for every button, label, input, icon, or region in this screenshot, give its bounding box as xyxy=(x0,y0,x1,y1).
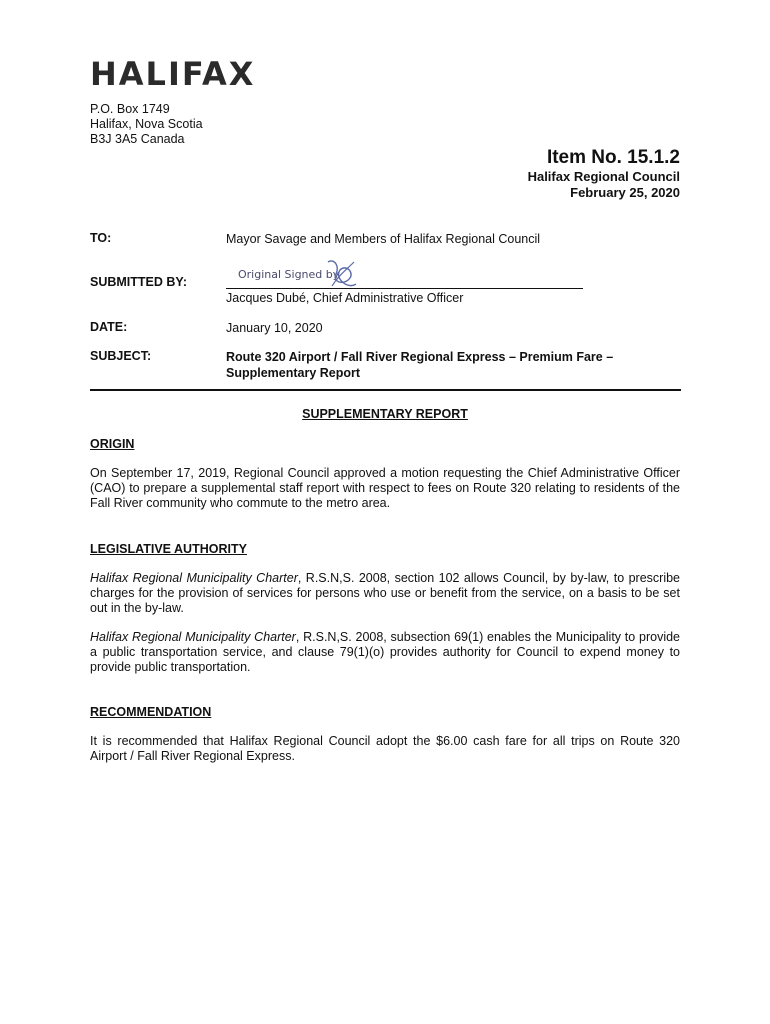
council-name: Halifax Regional Council xyxy=(527,169,680,184)
subject-value xyxy=(226,349,680,381)
recommendation-heading: RECOMMENDATION xyxy=(90,705,212,719)
signature-line xyxy=(226,288,583,289)
subject-line: Route 320 Airport / Fall River Regional Express – Premium Fare – xyxy=(226,350,614,364)
item-number: Item No. 15.1.2 xyxy=(546,147,680,168)
recommendation-text: It is recommended that Halifax Regional Council adopt the $6.00 cash fare for all trips on Route 320 Airport / Fall River Regional Express. xyxy=(90,734,680,763)
charter-name: Halifax Regional Municipality Charter xyxy=(90,630,296,644)
address-line: P.O. Box 1749 xyxy=(90,102,170,116)
submitted-label: SUBMITTED BY: xyxy=(90,275,187,289)
origin-section xyxy=(90,437,680,451)
report-title: SUPPLEMENTARY REPORT xyxy=(302,407,468,421)
legislative-text: , R.S.N,S. 2008, subsection 69(1) enables the Municipality to provide a public transportation service, and clause 79(1)(o) provides authority for Council to expend money to provide public transportation. xyxy=(90,630,681,674)
legislative-paragraph-2 xyxy=(90,630,680,675)
date-value: January 10, 2020 xyxy=(226,321,323,335)
header-rule xyxy=(90,389,681,391)
legislative-text: , R.S.N,S. 2008, section 102 allows Council, by by-law, to prescribe charges for the provision of services for persons who use or benefit from the service, on a basis to be set out in the by-law. xyxy=(90,571,680,615)
to-label: TO: xyxy=(90,231,112,245)
item-block xyxy=(528,147,680,201)
charter-name: Halifax Regional Municipality Charter xyxy=(90,571,298,585)
date-label: DATE: xyxy=(90,320,128,334)
halifax-logo: HALIFAX xyxy=(90,55,256,93)
address-line: Halifax, Nova Scotia xyxy=(90,117,203,131)
to-value: Mayor Savage and Members of Halifax Regional Council xyxy=(226,232,541,246)
submitted-value: Jacques Dubé, Chief Administrative Officer xyxy=(226,291,464,305)
legislative-section xyxy=(90,542,680,556)
signature-stamp-text: Original Signed by xyxy=(238,268,340,281)
address-line: B3J 3A5 Canada xyxy=(90,132,185,146)
subject-line: Supplementary Report xyxy=(226,366,361,380)
legislative-paragraph-1 xyxy=(90,571,680,616)
mailing-address xyxy=(90,102,203,147)
meeting-date: February 25, 2020 xyxy=(570,185,680,200)
subject-label: SUBJECT: xyxy=(90,349,152,363)
origin-heading: ORIGIN xyxy=(90,437,135,451)
legislative-heading: LEGISLATIVE AUTHORITY xyxy=(90,542,247,556)
origin-text: On September 17, 2019, Regional Council approved a motion requesting the Chief Administrative Officer (CAO) to prepare a supplemental staff report with respect to fees on Route 320 relating to residents of the Fall River community who commute to the metro area. xyxy=(90,466,680,510)
recommendation-section xyxy=(90,705,680,719)
